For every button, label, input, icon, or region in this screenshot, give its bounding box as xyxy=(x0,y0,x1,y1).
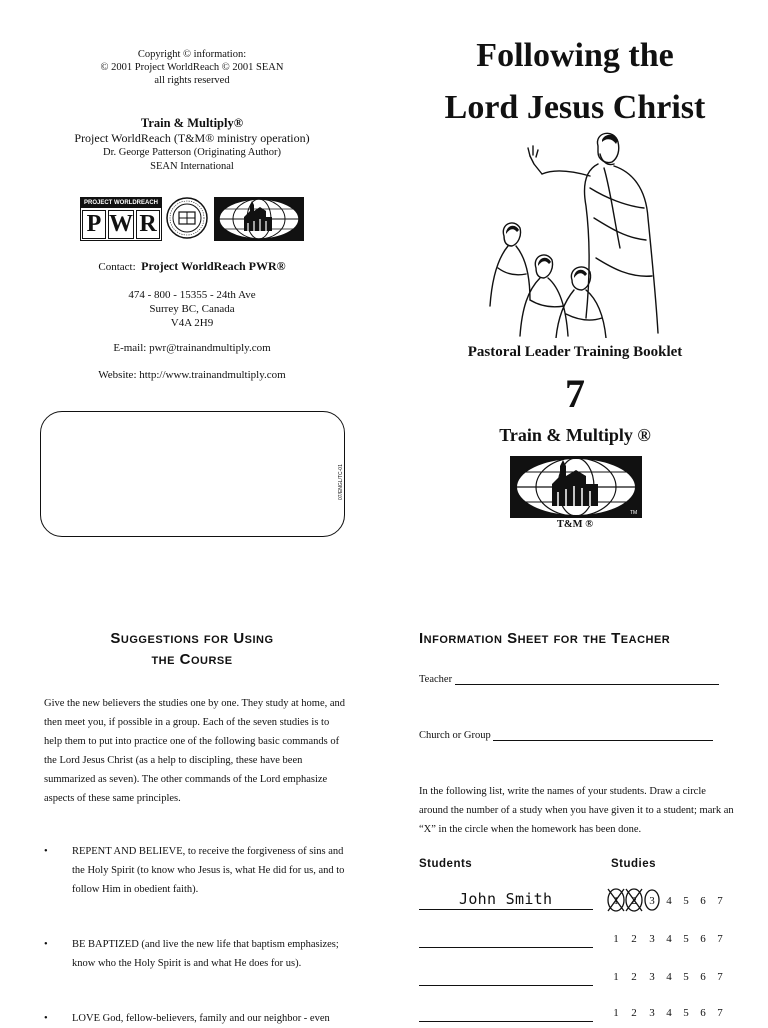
teacher-field[interactable] xyxy=(419,672,719,685)
study-number[interactable]: 4 xyxy=(666,971,672,983)
student-row xyxy=(419,892,739,912)
copyright-line: © 2001 Project WorldReach © 2001 SEAN xyxy=(100,62,284,73)
study-number[interactable]: 3 xyxy=(649,933,655,945)
booklet-subtitle: Pastoral Leader Training Booklet xyxy=(467,344,683,360)
suggestions-paragraph: Give the new believers the studies one by one. They study at home, and then meet you, if possible in a group. Each of the seven studies is to help them to put into practice one of the following basic commands of the Lord Jesus Christ (as a help to discipling, these have been summarized as seven). The other commands of the Lord emphasize aspects of these same principles. xyxy=(44,698,346,804)
study-number[interactable]: 3 xyxy=(649,1007,655,1019)
copyright-line: Copyright © information: xyxy=(137,49,247,60)
study-number[interactable]: 4 xyxy=(666,895,672,907)
address-label-box xyxy=(40,411,345,537)
study-number[interactable]: 7 xyxy=(717,895,723,907)
study-number[interactable]: 4 xyxy=(666,933,672,945)
document-code: 07/ENGL/TC-01 xyxy=(338,464,344,500)
study-number[interactable]: 1 xyxy=(613,1007,619,1019)
study-number[interactable]: 7 xyxy=(717,971,723,983)
student-name-line[interactable] xyxy=(419,947,593,948)
address-line: 474 - 800 - 15355 - 24th Ave xyxy=(128,289,256,301)
info-sheet-heading: Information Sheet for the Teacher xyxy=(419,630,671,647)
study-number[interactable]: 3 xyxy=(649,895,655,907)
suggestions-heading xyxy=(40,628,344,670)
study-number[interactable]: 6 xyxy=(700,1007,706,1019)
bullet-text: BE BAPTIZED (and live the new life that baptism emphasizes; know who the Holy Spirit is and what He does for us). xyxy=(72,939,339,969)
teacher-label: Teacher xyxy=(419,674,453,685)
study-number[interactable]: 5 xyxy=(683,1007,689,1019)
study-numbers xyxy=(609,1004,729,1022)
study-number[interactable]: 1 xyxy=(613,971,619,983)
church-label: Church or Group xyxy=(419,730,491,741)
pwr-logo-banner: PROJECT WORLDREACH xyxy=(81,198,161,208)
study-number[interactable]: 7 xyxy=(717,933,723,945)
pwr-letter: P xyxy=(82,210,106,239)
study-number[interactable]: 3 xyxy=(649,971,655,983)
sean-seal-logo xyxy=(166,197,208,239)
train-multiply-title: Train & Multiply® xyxy=(140,116,244,130)
bullet-dot: • xyxy=(44,1013,48,1024)
studies-header: Studies xyxy=(611,858,657,870)
website-line: Website: http://www.trainandmultiply.com xyxy=(98,369,286,381)
author-line: Dr. George Patterson (Originating Author) xyxy=(103,147,281,158)
bullet-dot: • xyxy=(44,939,48,950)
study-number[interactable]: 6 xyxy=(700,933,706,945)
church-field[interactable] xyxy=(419,728,713,741)
booklet-title xyxy=(400,30,750,134)
study-completion-marks xyxy=(605,886,665,914)
title-line: Lord Jesus Christ xyxy=(444,89,706,126)
address-line: V4A 2H9 xyxy=(170,317,214,329)
address-line: Surrey BC, Canada xyxy=(149,303,235,315)
heading-line: the Course xyxy=(151,651,233,668)
student-name-line[interactable] xyxy=(419,985,593,986)
sean-line: SEAN International xyxy=(150,161,234,172)
student-name: John Smith xyxy=(459,890,553,908)
address-block xyxy=(40,288,344,330)
bullet-text: REPENT AND BELIEVE, to receive the forgiveness of sins and the Holy Spirit (to know who Jesus is, what He did for us, and to follow Him in obedient faith). xyxy=(72,846,345,895)
study-numbers xyxy=(609,968,729,986)
study-numbers xyxy=(609,930,729,948)
study-number[interactable]: 5 xyxy=(683,895,689,907)
study-number[interactable]: 1 xyxy=(613,895,619,907)
heading-line: Suggestions for Using xyxy=(110,630,274,647)
title-line: Following the xyxy=(476,37,674,74)
pwr-logo xyxy=(80,197,162,241)
study-number[interactable]: 2 xyxy=(631,1007,637,1019)
globe-church-logo-large xyxy=(510,456,642,518)
logo-row xyxy=(80,197,310,241)
student-name-line[interactable] xyxy=(419,909,593,910)
pwr-letter: W xyxy=(109,211,133,237)
study-number[interactable]: 1 xyxy=(613,933,619,945)
bullet-dot: • xyxy=(44,846,48,857)
train-multiply-heading: Train & Multiply ® xyxy=(499,425,651,445)
study-number[interactable]: 2 xyxy=(631,971,637,983)
student-row xyxy=(419,968,739,988)
study-number[interactable]: 4 xyxy=(666,1007,672,1019)
jesus-teaching-illustration xyxy=(486,128,666,338)
student-row xyxy=(419,930,739,950)
copyright-line: all rights reserved xyxy=(154,75,230,86)
email-line: E-mail: pwr@trainandmultiply.com xyxy=(113,342,271,354)
booklet-number: 7 xyxy=(565,371,585,416)
study-number[interactable]: 5 xyxy=(683,933,689,945)
contact-label: Contact: xyxy=(98,261,136,273)
study-number[interactable]: 6 xyxy=(700,895,706,907)
student-row xyxy=(419,1004,739,1024)
svg-text:TM: TM xyxy=(630,510,638,516)
contact-name: Project WorldReach PWR® xyxy=(141,259,286,273)
pwr-letter: R xyxy=(136,210,160,239)
copyright-block xyxy=(40,48,344,87)
organization-line: Project WorldReach (T&M® ministry operation) xyxy=(74,131,310,145)
study-number[interactable]: 5 xyxy=(683,971,689,983)
study-number[interactable]: 2 xyxy=(631,895,637,907)
command-bullet xyxy=(44,1009,348,1024)
church-blank-line[interactable] xyxy=(493,728,713,741)
student-name-line[interactable] xyxy=(419,1021,593,1022)
contact-line xyxy=(40,258,344,275)
train-multiply-block xyxy=(40,116,344,174)
study-number[interactable]: 6 xyxy=(700,971,706,983)
pwr-logo-letters xyxy=(81,209,161,240)
bullet-text: LOVE God, fellow-believers, family and our neighbor - even xyxy=(72,1013,330,1024)
globe-church-logo xyxy=(214,197,304,241)
tm-caption: T&M ® xyxy=(556,519,594,530)
command-bullet xyxy=(44,935,348,975)
study-number[interactable]: 2 xyxy=(631,933,637,945)
students-header: Students xyxy=(419,858,473,870)
instructions-paragraph: In the following list, write the names of your students. Draw a circle around the number of a study when you have given it to a student; mark an “X” in the circle when the homework has been done. xyxy=(419,786,734,835)
study-number[interactable]: 7 xyxy=(717,1007,723,1019)
teacher-blank-line[interactable] xyxy=(455,672,719,685)
command-bullet xyxy=(44,842,348,902)
